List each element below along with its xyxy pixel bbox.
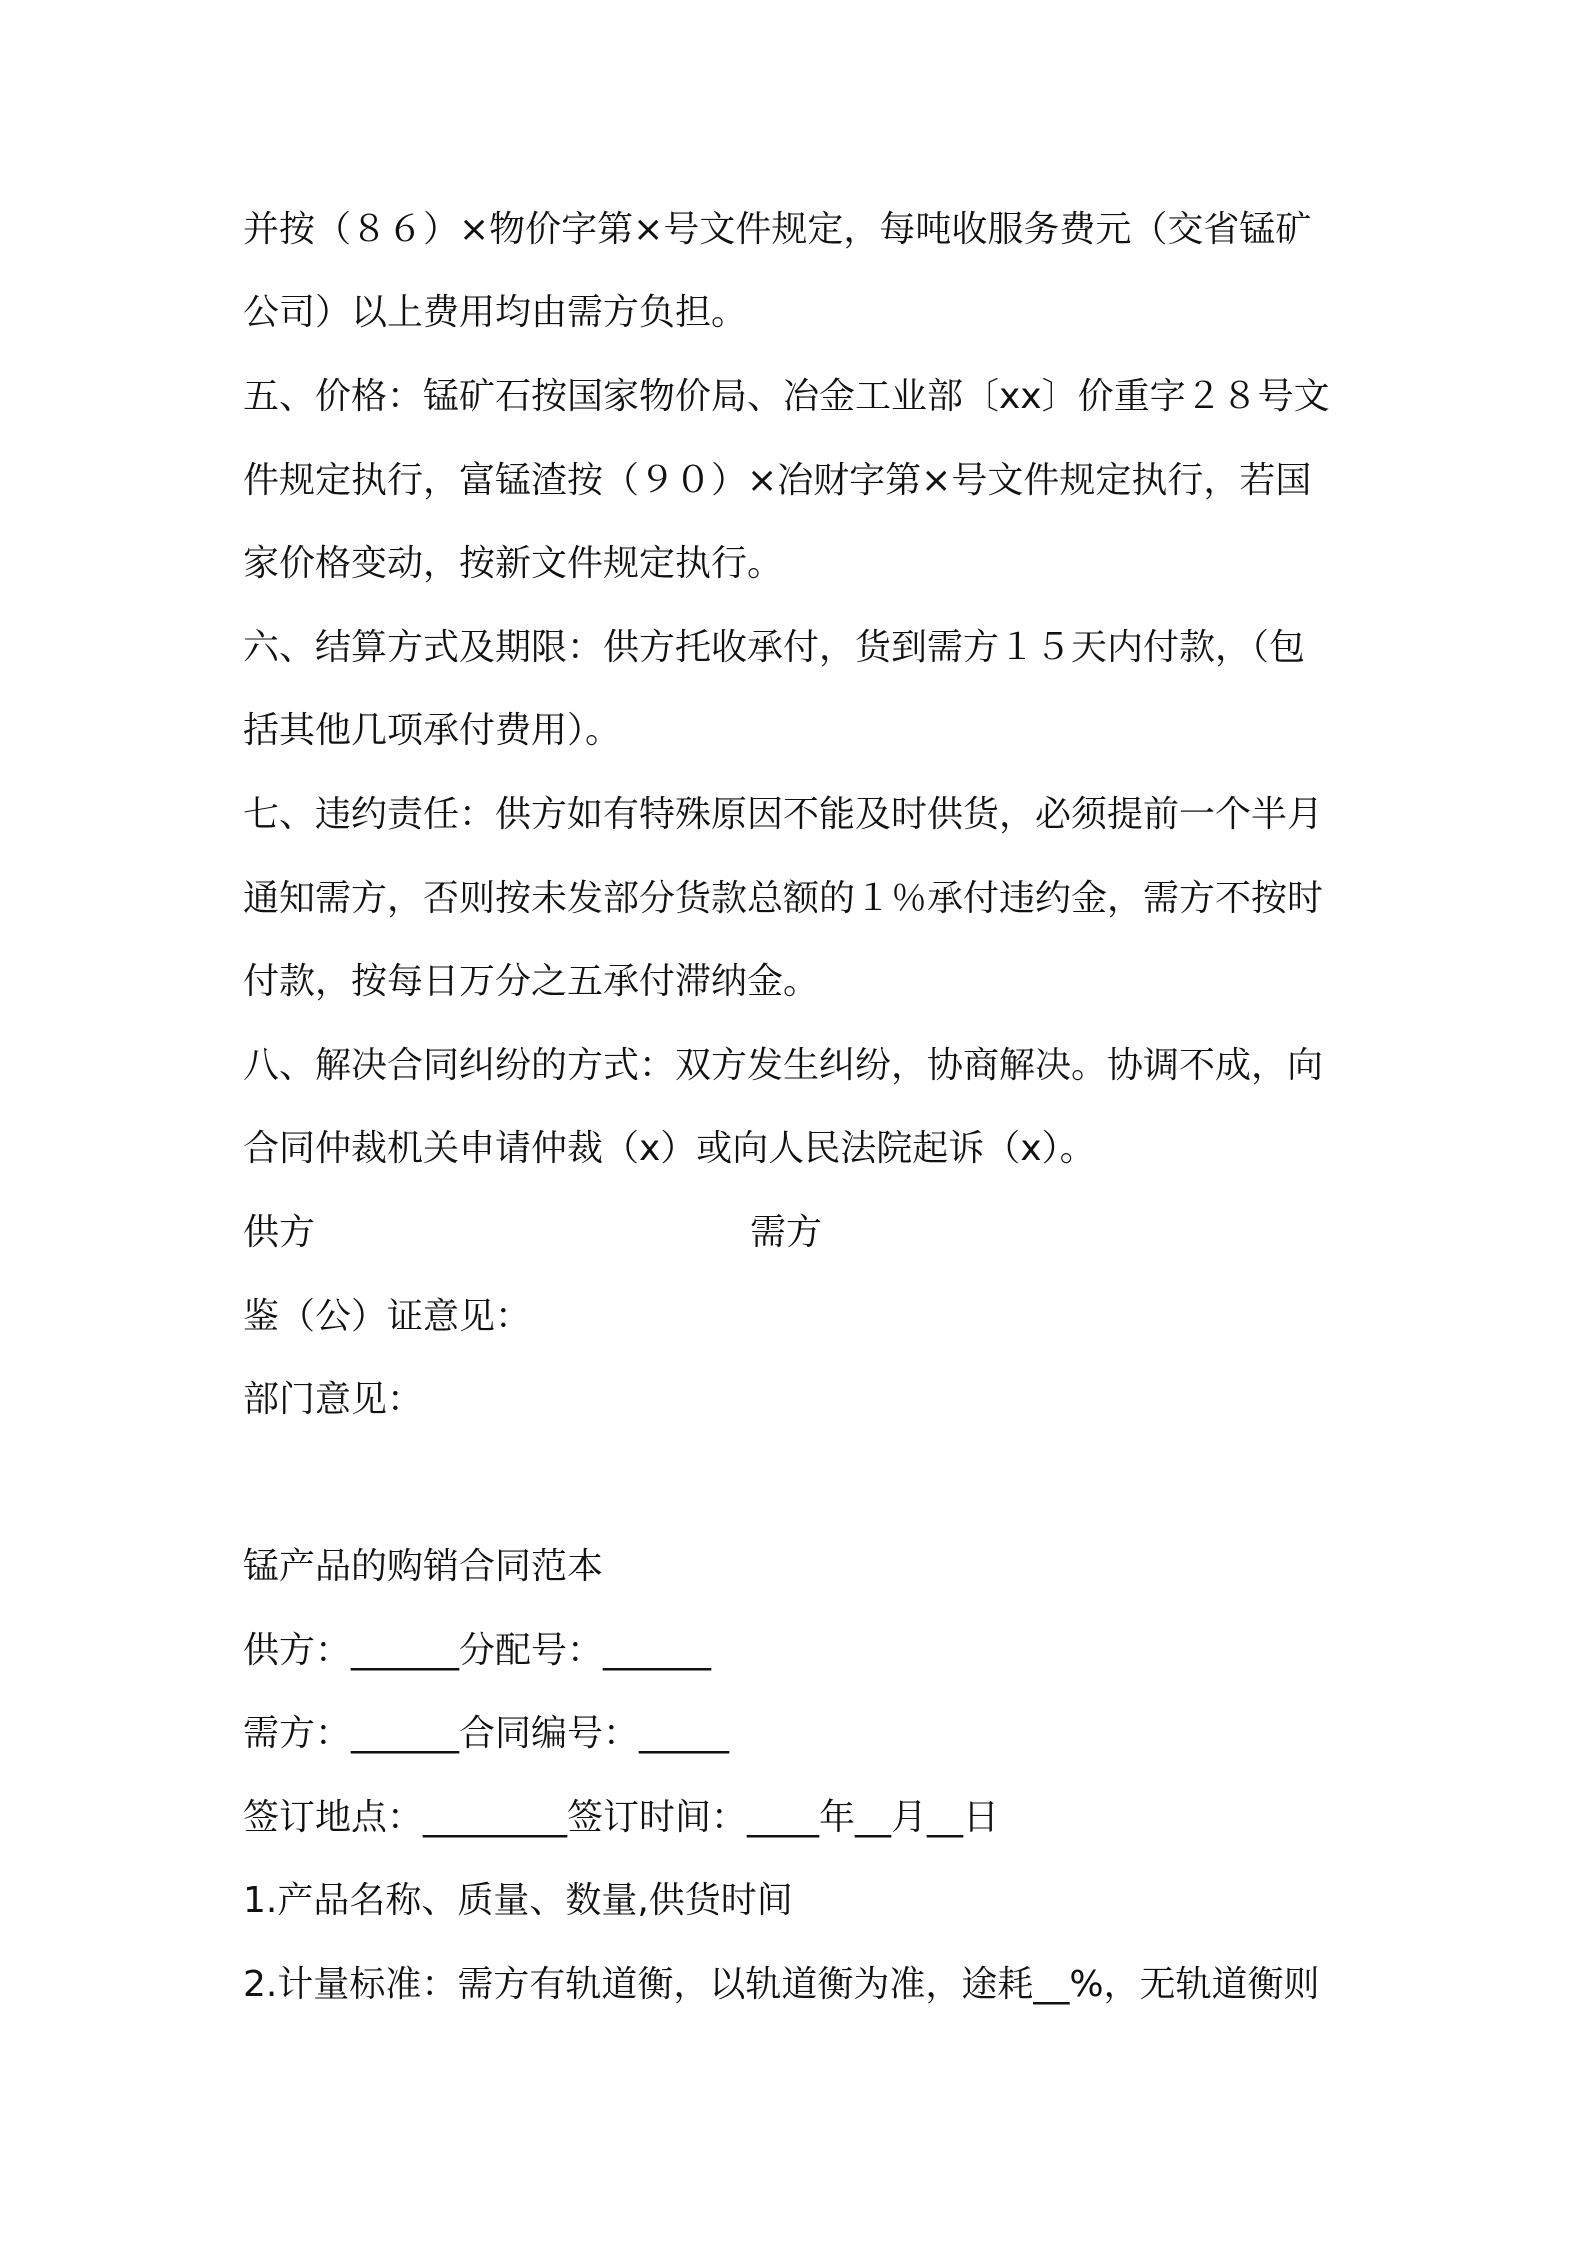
paragraph-line: 八、解决合同纠纷的方式：双方发生纠纷，协商解决。协调不成，向 [243, 1045, 1324, 1086]
paragraph-line: 通知需方，否则按未发部分货款总额的１％承付违约金，需方不按时 [243, 878, 1324, 919]
paragraph-line: 合同仲裁机关申请仲裁（x）或向人民法院起诉（x）。 [243, 1128, 1096, 1169]
paragraph-line: 家价格变动，按新文件规定执行。 [243, 543, 784, 584]
paragraph-line: 七、违约责任：供方如有特殊原因不能及时供货，必须提前一个半月 [243, 794, 1324, 835]
paragraph-line: 六、结算方式及期限：供方托收承付，货到需方１５天内付款，（包 [243, 627, 1306, 668]
paragraph-line: 括其他几项承付费用）。 [243, 710, 622, 751]
contract-line: 需方：______合同编号：_____ [243, 1713, 730, 1754]
paragraph-line: 付款，按每日万分之五承付滞纳金。 [243, 961, 820, 1002]
signature-supplier-label: 供方 [243, 1212, 316, 1253]
department-opinion-label: 部门意见： [243, 1379, 424, 1420]
contract-line: 1.产品名称、质量、数量,供货时间 [243, 1880, 793, 1921]
contract-line: 签订地点：________签订时间：____年__月__日 [243, 1797, 1000, 1838]
contract-title: 锰产品的购销合同范本 [243, 1546, 604, 1587]
signature-buyer-label: 需方 [750, 1212, 823, 1253]
paragraph-line: 件规定执行，富锰渣按（９０）×冶财字第×号文件规定执行，若国 [243, 460, 1312, 501]
paragraph-line: 公司）以上费用均由需方负担。 [243, 292, 748, 333]
contract-line: 供方：______分配号：______ [243, 1630, 712, 1671]
paragraph-line: 并按（８６）×物价字第×号文件规定，每吨收服务费元（交省锰矿 [243, 209, 1312, 250]
contract-line: 2.计量标准：需方有轨道衡，以轨道衡为准，途耗__%，无轨道衡则 [243, 1964, 1320, 2005]
notary-opinion-label: 鉴（公）证意见： [243, 1296, 532, 1337]
paragraph-line: 五、价格：锰矿石按国家物价局、冶金工业部〔xx〕价重字２８号文 [243, 376, 1330, 417]
